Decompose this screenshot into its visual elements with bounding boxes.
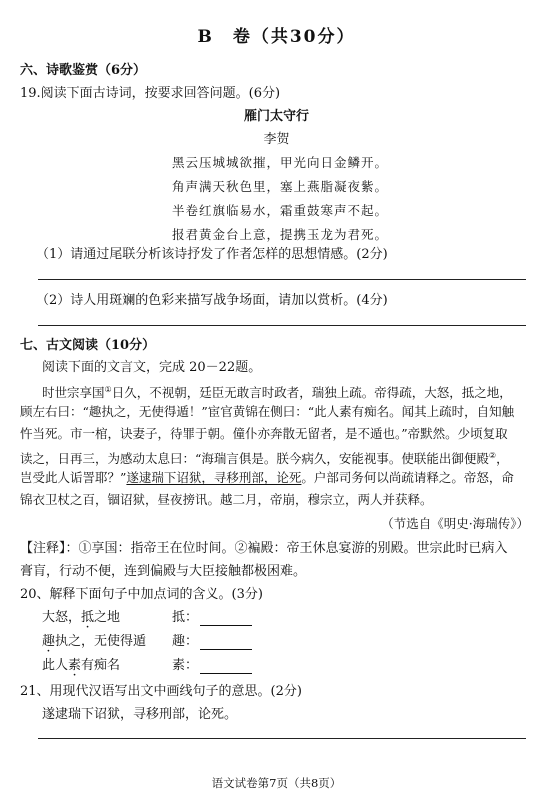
poem-title: 雁门太守行	[243, 109, 309, 124]
dotted-word: 素	[68, 658, 82, 673]
poem-line: 半卷红旗临易水，霜重鼓寒声不起。	[172, 203, 389, 218]
poem-line: 黑云压城城欲摧，甲光向日金鳞开。	[172, 155, 389, 170]
answer-key: 素：	[172, 658, 199, 673]
footer-text: 语文试卷第7页（共8页）	[211, 776, 342, 790]
item-text: 有痴名	[81, 658, 121, 673]
answer-blank[interactable]	[200, 637, 252, 650]
q19-sub2: （2）诗人用斑斓的色彩来描写战争场面，请加以赏析。(4分)	[36, 293, 388, 308]
passage-line	[20, 469, 514, 486]
notes: 膏肓，行动不便，连到偏殿与大臣接触都极困难。	[20, 564, 307, 579]
q21-prompt: 21、用现代汉语写出文中画线句子的意思。(2分)	[20, 684, 302, 699]
notes: 【注释】：①享国：指帝王在位时间。②褊殿：帝王休息宴游的别殿。世宗此时已病入	[20, 541, 508, 556]
dotted-word: 趣	[42, 634, 56, 649]
passage-line: 忤当死。市一棺，诀妻子，待罪于朝。僮仆亦奔散无留者，是不遁也。”帝默然。少顷复取	[20, 426, 508, 441]
passage-text: 岂受此人诟詈耶？”	[20, 470, 127, 485]
passage-line: 锦衣卫杖之百，锢诏狱，昼夜搒讯。越二月，帝崩，穆宗立，两人并获释。	[20, 492, 433, 507]
q19-prompt: 19.阅读下面古诗词，按要求回答问题。(6分)	[20, 86, 281, 101]
passage-text: ，	[496, 451, 509, 467]
q20-answer-slot	[172, 657, 252, 674]
answer-line[interactable]	[38, 325, 526, 326]
q20-item	[42, 657, 120, 674]
q21-sentence: 遂逮瑞下诏狱，寻移刑部，论死。	[42, 707, 238, 722]
item-text: 执之，无使得遁	[55, 634, 147, 649]
q20-answer-slot	[172, 609, 252, 626]
answer-line[interactable]	[38, 738, 526, 739]
q20-prompt: 20、解释下面句子中加点词的含义。(3分)	[20, 587, 263, 602]
item-text: 大怒，	[42, 610, 82, 625]
q20-answer-slot	[172, 633, 252, 650]
passage-line	[20, 447, 509, 467]
poem-line: 报君黄金台上意，提携玉龙为君死。	[172, 227, 389, 242]
answer-key: 抵：	[172, 610, 199, 625]
section7-intro: 阅读下面的文言文，完成 20－22题。	[42, 360, 262, 375]
poem-author: 李贺	[263, 132, 290, 147]
footnote-marker: ②	[488, 451, 497, 460]
section7-heading: 七、古文阅读（10分）	[20, 338, 156, 353]
passage-text: 日久，不视朝，廷臣无敢言时政者，瑞独上疏。帝得疏，大怒，抵之地，	[111, 385, 512, 401]
passage-text: 读之，日再三，为感动太息曰：“海瑞言俱是。朕今病久，安能视事。使联能出御便殿	[20, 451, 489, 467]
answer-blank[interactable]	[200, 613, 252, 626]
passage-text: 。户部司务何以尚疏请释之。帝怒，命	[301, 470, 514, 485]
passage-line: 顾左右曰：“趣执之，无使得遁！”宦官黄锦在侧曰：“此人素有痴名。闻其上疏时，自知触	[20, 404, 515, 419]
underlined-sentence: 遂逮瑞下诏狱，寻移刑部，论死	[126, 470, 302, 485]
poem-line: 角声满天秋色里，塞上燕脂凝夜紫。	[172, 179, 389, 194]
item-text: 之地	[94, 610, 121, 625]
passage-text: 时世宗享国	[42, 385, 105, 401]
q19-sub1: （1）请通过尾联分析该诗抒发了作者怎样的思想情感。(2分)	[36, 247, 388, 262]
answer-blank[interactable]	[200, 661, 252, 674]
passage-line	[42, 381, 512, 401]
q20-item	[42, 609, 120, 626]
answer-key: 趣：	[172, 634, 199, 649]
passage-source: （节选自《明史·海瑞传》）	[381, 516, 529, 531]
page-title: B 卷（共30分）	[197, 27, 356, 47]
dotted-word: 抵	[81, 610, 95, 625]
section6-heading: 六、诗歌鉴赏（6分）	[20, 63, 147, 78]
item-text: 此人	[42, 658, 69, 673]
q20-item	[42, 633, 146, 650]
footnote-marker: ①	[104, 385, 112, 394]
answer-line[interactable]	[38, 279, 526, 280]
